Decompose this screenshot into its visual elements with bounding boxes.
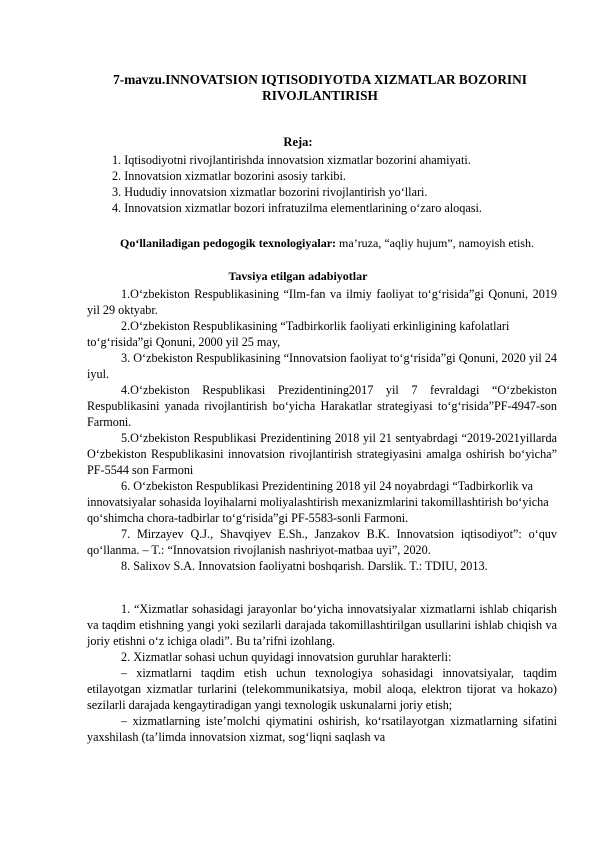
reference-item: 5.O‘zbekiston Respublikasi Prezidentining 2018 yil 21 sentyabrdagi “2019-2021yillarda O‘zbekiston Respublikasini innovatsion rivojlantirish strategiyasini amalga oshirish bo‘yicha” PF-5544 son Farmoni <box>87 431 557 477</box>
reference-item: 8. Salixov S.A. Innovatsion faoliyatni boshqarish. Darslik. T.: TDIU, 2013. <box>121 559 488 573</box>
content-paragraph: 2. Xizmatlar sohasi uchun quyidagi innovatsion guruhlar harakterli: <box>121 650 452 664</box>
reference-item: 3. O‘zbekiston Respublikasining “Innovatsion faoliyat to‘g‘risida”gi Qonuni, 2020 yil 24 iyul. <box>87 351 557 381</box>
content-paragraph: – xizmatlarni taqdim etish uchun texnologiya sohasidagi innovatsiyalar, taqdim etilayotgan xizmatlar turlarini (telekommunikatsiya, mobil aloqa, elektron tijorat va hokazo) sezilarli darajada kengaytiradigan yangi texnologik uskunalarni joriy etish; <box>87 666 557 712</box>
plan-item: 4. Innovatsion xizmatlar bozori infratuzilma elementlarining o‘zaro aloqasi. <box>112 201 482 215</box>
plan-item: 1. Iqtisodiyotni rivojlantirishda innovatsion xizmatlar bozorini ahamiyati. <box>112 153 471 167</box>
pedagogy-text: ma’ruza, “aqliy hujum”, namoyish etish. <box>336 236 534 250</box>
reference-item: 1.O‘zbekiston Respublikasining “Ilm-fan va ilmiy faoliyat to‘g‘risida”gi Qonuni, 2019 yil 29 oktyabr. <box>87 287 557 317</box>
references-heading: Tavsiya etilgan adabiyotlar <box>228 269 368 283</box>
plan-item: 2. Innovatsion xizmatlar bozorini asosiy tarkibi. <box>112 169 346 183</box>
page-title <box>80 72 560 104</box>
pedagogy-note <box>98 235 558 252</box>
reference-item: 4.O‘zbekiston Respublikasi Prezidentining2017 yil 7 fevraldagi “O‘zbekiston Respublikasini yanada rivojlantirish bo‘yicha Harakatlar strategiyasi to‘g‘risida”PF-4947-son Farmoni. <box>87 383 557 429</box>
reference-item: 6. O‘zbekiston Respublikasi Prezidentining 2018 yil 24 noyabrdagi “Tadbirkorlik va innovatsiyalar sohasida loyihalarni moliyalashtirish mexanizmlarini takomillashtirish bo‘yicha qo‘shimcha chora-tadbirlar to‘g‘risida”gi PF-5583-sonli Farmoni. <box>87 479 549 525</box>
plan-list <box>112 152 482 216</box>
plan-heading: Reja: <box>283 135 313 149</box>
references-list <box>87 286 557 574</box>
pedagogy-label: Qo‘llaniladigan pedogogik texnologiyalar: <box>120 236 337 250</box>
reference-item: 7. Mirzayev Q.J., Shavqiyev E.Sh., Janzakov B.K. Innovatsion iqtisodiyot”: o‘quv qo‘llanma. – T.: “Innovatsion rivojlanish nashriyot-matbaa uyi”, 2020. <box>87 527 557 557</box>
content-paragraph: 1. “Xizmatlar sohasidagi jarayonlar bo‘yicha innovatsiyalar xizmatlarni ishlab chiqarish va taqdim etishning yangi yoki sezilarli darajada takomillashtirilgan usullarini ishlab chiqish va joriy etishni o‘z ichiga oladi”. Bu ta’rifni izohlang. <box>87 602 557 648</box>
plan-item: 3. Hududiy innovatsion xizmatlar bozorini rivojlantirish yo‘llari. <box>112 185 428 199</box>
title-line-2: RIVOJLANTIRISH <box>262 88 378 103</box>
content-body <box>87 601 557 745</box>
reference-item: 2.O‘zbekiston Respublikasining “Tadbirkorlik faoliyati erkinligining kafolatlari to‘g‘risida”gi Qonuni, 2000 yil 25 may, <box>87 319 510 349</box>
title-line-1: 7-mavzu.INNOVATSION IQTISODIYOTDA XIZMATLAR BOZORINI <box>113 72 527 87</box>
content-paragraph: – xizmatlarning iste’molchi qiymatini oshirish, ko‘rsatilayotgan xizmatlarning sifatini yaxshilash (ta’limda innovatsion xizmat, sog‘liqni saqlash va <box>87 714 557 744</box>
